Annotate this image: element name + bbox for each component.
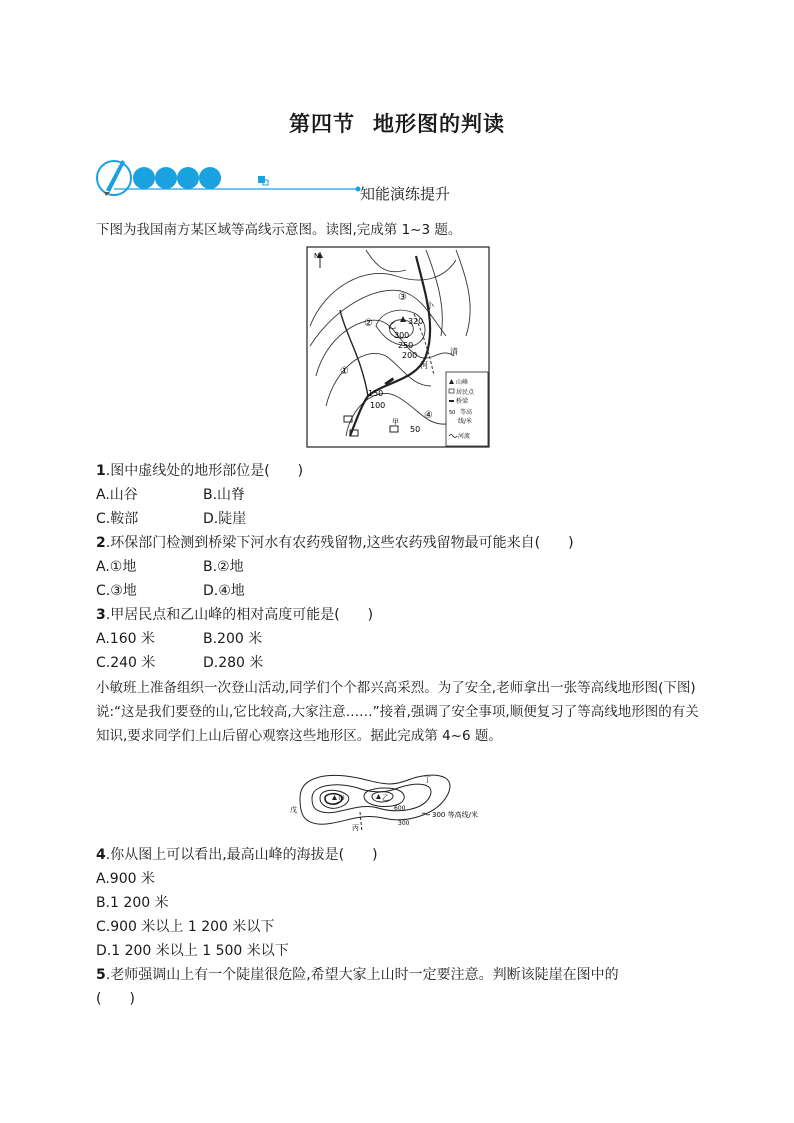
q3-option-b[interactable]: B.200 米 bbox=[203, 631, 263, 647]
dot-4 bbox=[199, 167, 221, 189]
q4-option-c[interactable]: C.900 米以上 1 200 米以下 bbox=[96, 919, 275, 935]
point-2: ② bbox=[364, 318, 373, 329]
q1-option-d[interactable]: D.陡崖 bbox=[203, 511, 247, 527]
question-2: 2.环保部门检测到桥梁下河水有农药残留物,这些农药残留物最可能来自( ) bbox=[96, 535, 574, 551]
svg-text:250: 250 bbox=[398, 341, 414, 350]
svg-text:线/米: 线/米 bbox=[458, 418, 473, 425]
svg-text:乙: 乙 bbox=[382, 794, 389, 802]
q4-option-a[interactable]: A.900 米 bbox=[96, 871, 155, 887]
section-title: 地形图的判读 bbox=[373, 112, 505, 136]
intro-text-2: 小敏班上准备组织一次登山活动,同学们个个都兴高采烈。为了安全,老师拿出一张等高线地形图(下图)说:“这是我们要登的山,它比较高,大家注意……”接着,强调了安全事项,顺便复习了等高线地形图的有关知识,要求同学们上山后留心观察这些地形区。据此完成第 4~6 题。 bbox=[96, 680, 699, 744]
question-5-blank: ( ) bbox=[96, 991, 135, 1007]
dot-1 bbox=[133, 167, 155, 189]
question-5: 5.老师强调山上有一个陡崖很危险,希望大家上山时一定要注意。判断该陡崖在图中的 bbox=[96, 967, 619, 983]
question-1: 1.图中虚线处的地形部位是( ) bbox=[96, 463, 304, 479]
dot-3 bbox=[177, 167, 199, 189]
svg-text:丙: 丙 bbox=[352, 824, 359, 832]
question-4: 4.你从图上可以看出,最高山峰的海拔是( ) bbox=[96, 847, 378, 863]
point-1: ① bbox=[340, 366, 349, 377]
svg-text:桥梁: 桥梁 bbox=[456, 398, 469, 405]
svg-text:河: 河 bbox=[420, 361, 428, 370]
svg-text:丁: 丁 bbox=[424, 776, 431, 784]
svg-text:50: 50 bbox=[449, 410, 456, 416]
pen-icon bbox=[106, 160, 125, 192]
peak-label: 乙 bbox=[388, 321, 396, 330]
q2-option-d[interactable]: D.④地 bbox=[203, 583, 245, 599]
q3-option-d[interactable]: D.280 米 bbox=[203, 655, 264, 671]
q2-option-c[interactable]: C.③地 bbox=[96, 583, 137, 599]
svg-text:戊: 戊 bbox=[290, 806, 297, 814]
point-4: ④ bbox=[424, 410, 433, 421]
intro-text-1: 下图为我国南方某区域等高线示意图。读图,完成第 1~3 题。 bbox=[96, 222, 462, 238]
svg-text:600: 600 bbox=[394, 805, 406, 812]
point-3: ③ bbox=[398, 292, 407, 303]
settlement-label: 甲 bbox=[392, 418, 399, 426]
q4-option-b[interactable]: B.1 200 米 bbox=[96, 895, 169, 911]
svg-text:300: 300 bbox=[398, 820, 410, 827]
svg-text:清: 清 bbox=[450, 347, 458, 356]
peak-height: 320 bbox=[408, 317, 424, 326]
question-3: 3.甲居民点和乙山峰的相对高度可能是( ) bbox=[96, 607, 374, 623]
dot-2 bbox=[155, 167, 177, 189]
svg-text:居民点: 居民点 bbox=[456, 389, 475, 396]
q2-option-b[interactable]: B.②地 bbox=[203, 559, 244, 575]
page-title bbox=[0, 108, 794, 138]
q3-option-c[interactable]: C.240 米 bbox=[96, 655, 156, 671]
q2-option-a[interactable]: A.①地 bbox=[96, 559, 137, 575]
map2-legend: 300 等高线/米 bbox=[432, 811, 478, 819]
contour-map-2 bbox=[288, 768, 518, 832]
contour-map-1 bbox=[306, 246, 490, 448]
q3-option-a[interactable]: A.160 米 bbox=[96, 631, 155, 647]
q1-option-b[interactable]: B.山脊 bbox=[203, 487, 246, 503]
svg-text:50: 50 bbox=[410, 425, 421, 434]
svg-text:等高: 等高 bbox=[460, 409, 473, 416]
banner-label: 知能演练提升 bbox=[360, 185, 451, 203]
north-label: N bbox=[314, 252, 320, 260]
svg-text:150: 150 bbox=[368, 389, 384, 398]
svg-text:300: 300 bbox=[394, 331, 410, 340]
section-number: 第四节 bbox=[289, 112, 355, 136]
svg-text:小: 小 bbox=[426, 301, 434, 310]
svg-text:河流: 河流 bbox=[458, 433, 471, 440]
q1-option-a[interactable]: A.山谷 bbox=[96, 487, 138, 503]
svg-text:山峰: 山峰 bbox=[456, 379, 469, 386]
svg-text:200: 200 bbox=[402, 351, 418, 360]
q4-option-d[interactable]: D.1 200 米以上 1 500 米以下 bbox=[96, 943, 289, 959]
svg-text:100: 100 bbox=[370, 401, 386, 410]
q1-option-c[interactable]: C.鞍部 bbox=[96, 511, 139, 527]
svg-text:甲: 甲 bbox=[338, 795, 345, 803]
